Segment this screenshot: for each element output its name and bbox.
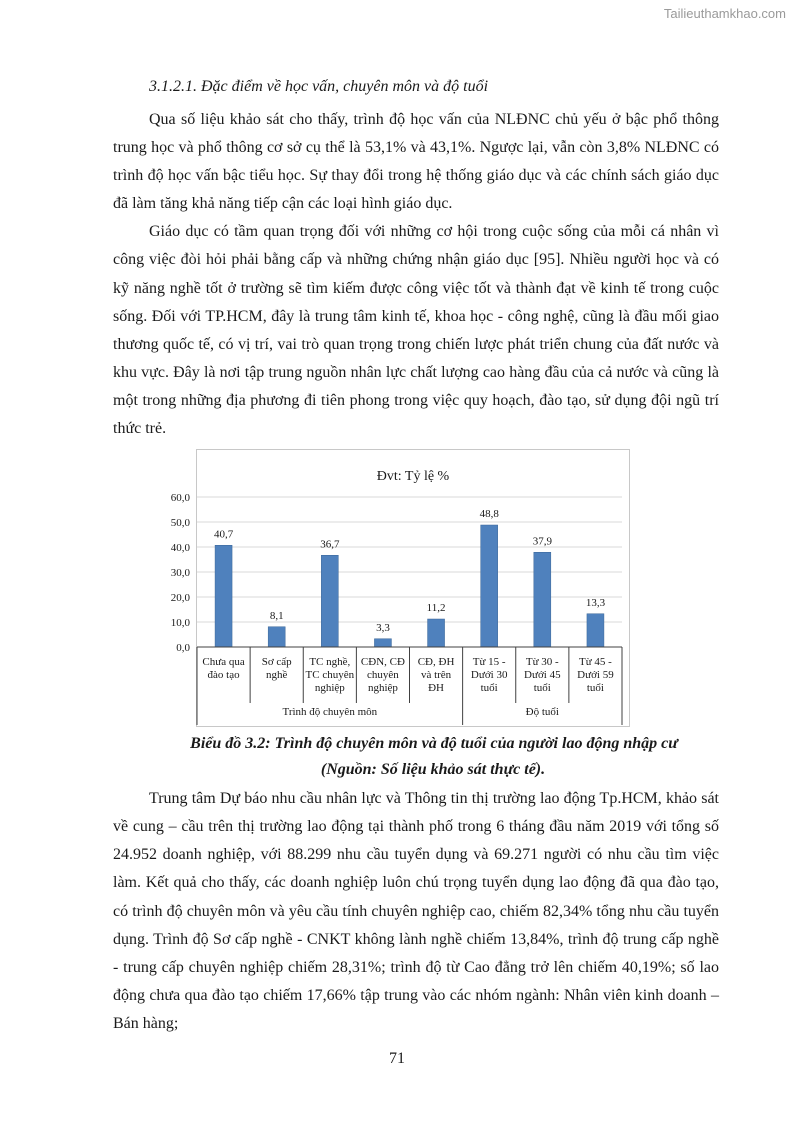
x-tick-label: nghiệp xyxy=(367,682,398,695)
x-tick-label: nghiệp xyxy=(314,682,345,695)
x-tick-label: và trên xyxy=(420,669,452,682)
x-tick-label: tuổi xyxy=(586,682,604,695)
page-body xyxy=(113,62,719,1038)
x-group-label: Trình độ chuyên môn xyxy=(282,706,378,719)
x-tick-label: Dưới 59 xyxy=(577,669,614,682)
bar-value-label: 37,9 xyxy=(532,535,552,548)
y-tick-label: 20,0 xyxy=(170,592,190,605)
bar xyxy=(587,614,604,647)
x-tick-label: tuổi xyxy=(533,682,551,695)
x-tick-label: TC chuyên xyxy=(305,669,355,682)
y-tick-label: 40,0 xyxy=(170,542,190,555)
x-tick-label: Dưới 45 xyxy=(524,669,561,682)
bar-value-label: 48,8 xyxy=(479,508,499,521)
y-tick-label: 60,0 xyxy=(170,492,190,505)
figure-source: (Nguồn: Số liệu khảo sát thực tế). xyxy=(320,761,546,779)
figure-caption: Biểu đồ 3.2: Trình độ chuyên môn và độ tuổi của người lao động nhập cư xyxy=(190,735,678,753)
x-tick-label: ĐH xyxy=(428,682,445,695)
x-tick-label: Sơ cấp xyxy=(261,656,292,669)
bar xyxy=(481,525,498,647)
bar-value-label: 11,2 xyxy=(426,602,446,615)
chart-title: Đvt: Tỷ lệ % xyxy=(376,469,450,485)
x-group-label: Độ tuổi xyxy=(525,706,559,719)
x-tick-label: tuổi xyxy=(480,682,498,695)
x-tick-label: Từ 15 - xyxy=(472,656,506,669)
bar-value-label: 3,3 xyxy=(376,621,390,634)
x-tick-label: CĐN, CĐ xyxy=(360,656,405,669)
x-tick-label: Chưa qua xyxy=(202,656,245,669)
x-tick-label: TC nghề, xyxy=(309,656,351,669)
y-tick-label: 30,0 xyxy=(170,567,190,580)
bar-value-label: 13,3 xyxy=(585,596,606,609)
bar-value-label: 40,7 xyxy=(213,528,234,541)
bar-value-label: 36,7 xyxy=(320,538,340,551)
paragraph-1: Qua số liệu khảo sát cho thấy, trình độ học vấn của NLĐNC chủ yếu ở bậc phổ thông trung học và phổ thông cơ sở cụ thể là 53,1% và 43,1%. Ngược lại, vẫn còn 3,8% NLĐNC có trình độ học vấn bậc tiểu học. Sự thay đổi trong hệ thống giáo dục và các chính sách giáo dục đã làm tăng khả năng tiếp cận các loại hình giáo dục. xyxy=(113,111,719,213)
page-number: 71 xyxy=(389,1050,405,1067)
bar-value-label: 8,1 xyxy=(269,609,284,622)
y-tick-label: 10,0 xyxy=(170,617,190,630)
bar xyxy=(428,619,445,647)
bar xyxy=(215,545,232,647)
watermark: Tailieuthamkhao.com xyxy=(663,6,786,21)
x-tick-label: Dưới 30 xyxy=(470,669,508,682)
x-tick-label: Từ 45 - xyxy=(579,656,612,669)
bar xyxy=(534,552,551,647)
x-tick-label: nghề xyxy=(265,669,288,682)
bar xyxy=(321,555,338,647)
x-tick-label: chuyên xyxy=(367,669,399,682)
bar xyxy=(374,639,391,647)
chart-svg xyxy=(170,450,629,726)
y-tick-label: 0,0 xyxy=(176,642,190,655)
paragraph-2: Giáo dục có tầm quan trọng đối với những cơ hội trong cuộc sống của mỗi cá nhân vì công việc đòi hỏi phải bằng cấp và những chứng nhận giáo dục [95]. Nhiều người học và có kỹ năng nghề tốt ở trường sẽ tìm kiếm được công việc tốt và thành đạt về kinh tế trong cuộc sống. Đối với TP.HCM, đây là trung tâm kinh tế, khoa học - công nghệ, cũng là đầu mối giao thương quốc tế, có vị trí, vai trò quan trọng trong chiến lược phát triển chung của đất nước và khu vực. Đây là nơi tập trung nguồn nhân lực chất lượng cao hàng đầu của cả nước và cũng là một trong những địa phương đi tiên phong trong việc quy hoạch, đào tạo, sử dụng đội ngũ trí thức trẻ. xyxy=(113,223,719,438)
x-tick-label: Từ 30 - xyxy=(525,656,559,669)
section-title: 3.1.2.1. Đặc điểm về học vấn, chuyên môn và độ tuổi xyxy=(149,78,489,95)
paragraph-3: Trung tâm Dự báo nhu cầu nhân lực và Thông tin thị trường lao động Tp.HCM, khảo sát về cung – cầu trên thị trường lao động tại thành phố trong 6 tháng đầu năm 2019 với tổng số 24.952 doanh nghiệp, với 88.299 nhu cầu tuyển dụng và 69.271 người có nhu cầu tìm việc làm. Kết quả cho thấy, các doanh nghiệp luôn chú trọng tuyển dụng lao động đã qua đào tạo, có trình độ chuyên môn và yêu cầu tính chuyên nghiệp cao, chiếm 82,34% tổng nhu cầu tuyển dụng. Trình độ Sơ cấp nghề - CNKT không lành nghề chiếm 13,84%, trình độ trung cấp nghề - trung cấp chuyên nghiệp chiếm 28,31%; trình độ từ Cao đẳng trở lên chiếm 40,19%; số lao động chưa qua đào tạo chiếm 17,66% tập trung vào các nhóm ngành: Nhân viên kinh doanh – Bán hàng; xyxy=(113,790,719,1032)
x-tick-label: đào tạo xyxy=(207,669,240,682)
y-tick-label: 50,0 xyxy=(170,517,190,530)
bar-chart xyxy=(170,449,630,727)
bar xyxy=(268,627,285,647)
x-tick-label: CĐ, ĐH xyxy=(417,656,455,669)
